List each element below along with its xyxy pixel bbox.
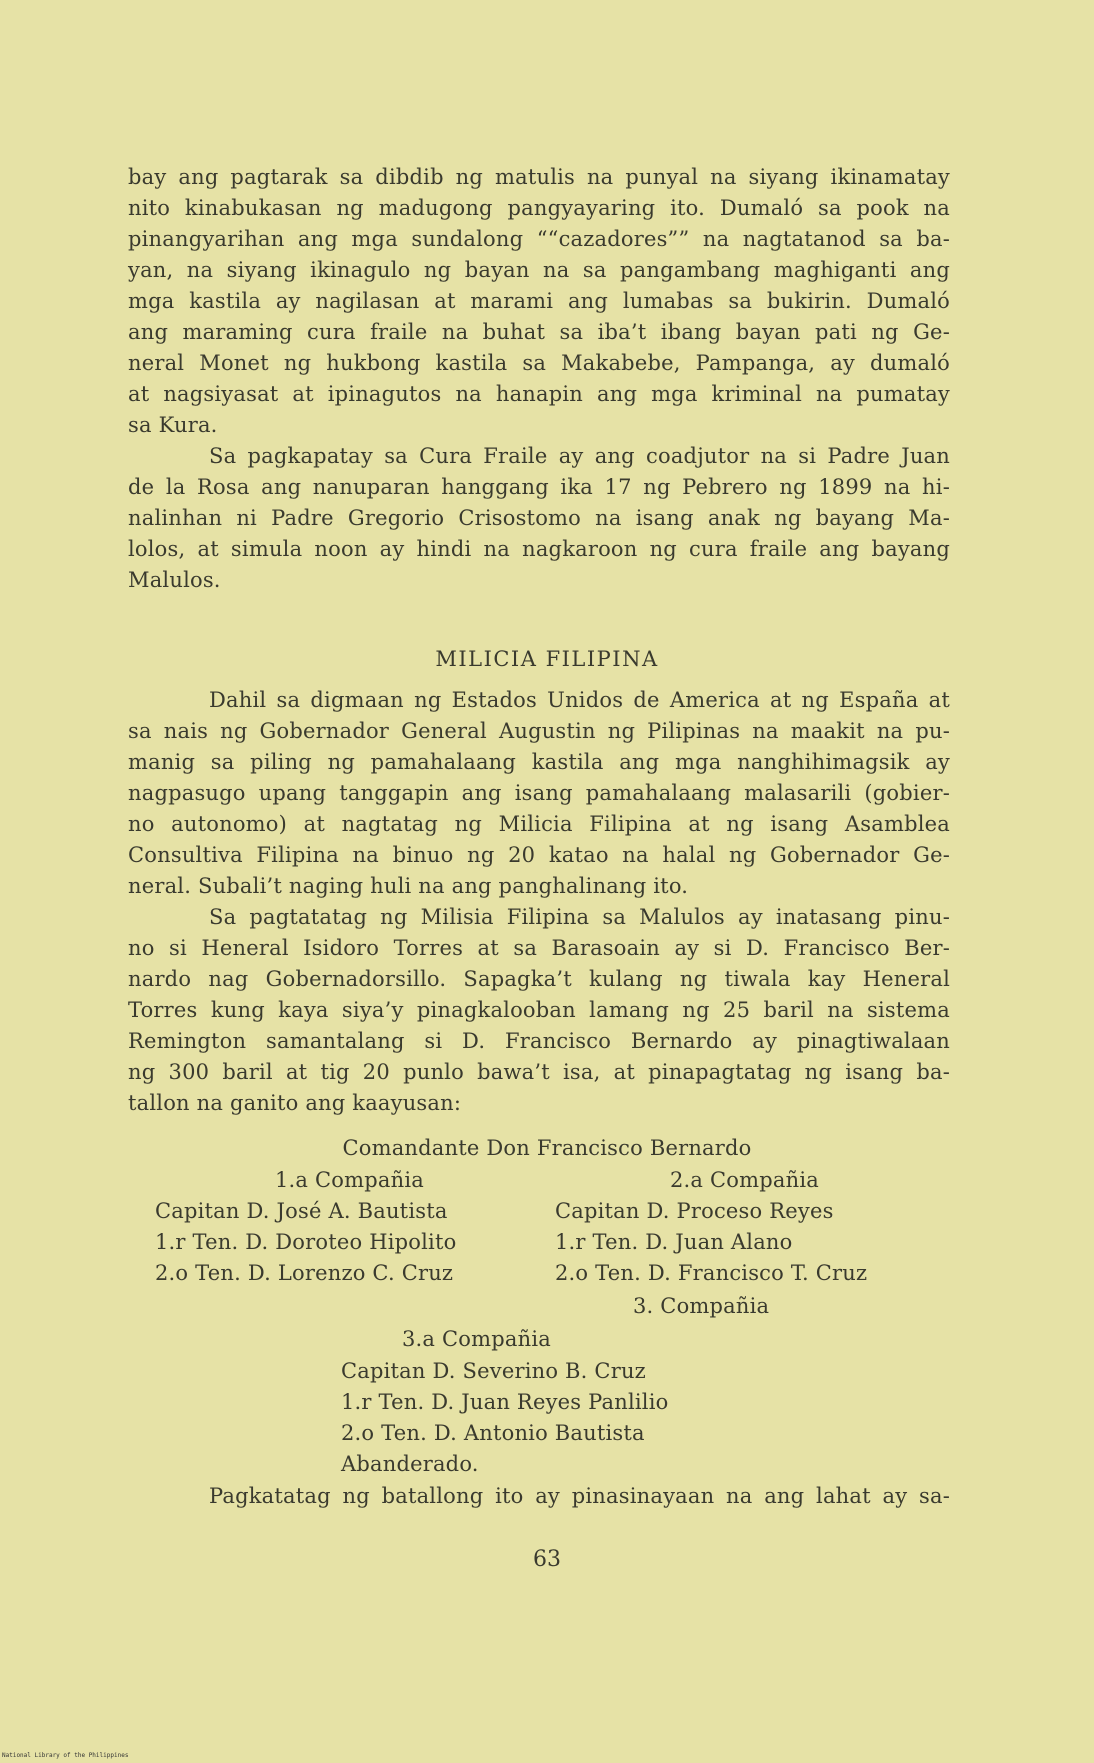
paragraph-3-line-7: neral. Subali’t naging huli na ang panghalinang ito.	[128, 874, 689, 898]
paragraph-3-line-3: manig sa piling ng pamahalaang kastila ang mga nanghihimagsik ay	[128, 750, 950, 774]
paragraph-1-line-1: bay ang pagtarak sa dibdib ng matulis na punyal na siyang ikinamatay	[128, 165, 950, 189]
paragraph-3-line-4: nagpasugo upang tanggapin ang isang pamahalaang malasarili (gobier-	[128, 781, 950, 805]
company-2-captain: Capitan D. Proceso Reyes	[555, 1199, 834, 1223]
paragraph-3-line-6: Consultiva Filipina na binuo ng 20 katao na halal ng Gobernador Ge-	[128, 843, 950, 867]
paragraph-4-line-6: ng 300 baril at tig 20 punlo bawa’t isa, at pinapagtatag ng isang ba-	[128, 1060, 950, 1084]
company-3-title: 3.a Compañia	[402, 1327, 551, 1351]
paragraph-1-line-4: yan, na siyang ikinagulo ng bayan na sa pangambang maghiganti ang	[128, 258, 950, 282]
company-3-first-lieutenant: 1.r Ten. D. Juan Reyes Panlilio	[341, 1390, 669, 1414]
paragraph-4-line-3: nardo nag Gobernadorsillo. Sapagka’t kulang ng tiwala kay Heneral	[128, 967, 950, 991]
paragraph-3-line-1: Dahil sa digmaan ng Estados Unidos de America at ng España at	[209, 688, 950, 712]
company-1-second-lieutenant: 2.o Ten. D. Lorenzo C. Cruz	[155, 1261, 454, 1285]
paragraph-1-line-9: sa Kura.	[128, 413, 218, 437]
paragraph-3-line-5: no autonomo) at nagtatag ng Milicia Filipina at ng isang Asamblea	[128, 812, 950, 836]
paragraph-2-line-3: nalinhan ni Padre Gregorio Crisostomo na isang anak ng bayang Ma-	[128, 506, 950, 530]
paragraph-4-line-2: no si Heneral Isidoro Torres at sa Barasoain ay si D. Francisco Ber-	[128, 936, 950, 960]
section-heading: MILICIA FILIPINA	[435, 647, 659, 671]
company-1-title: 1.a Compañia	[275, 1168, 424, 1192]
paragraph-1-line-5: mga kastila ay nagilasan at marami ang lumabas sa bukirin. Dumaló	[128, 289, 950, 313]
paragraph-4-line-7: tallon na ganito ang kaayusan:	[128, 1091, 462, 1115]
company-3-flag-bearer: Abanderado.	[341, 1452, 479, 1476]
company-1-captain: Capitan D. José A. Bautista	[155, 1199, 448, 1223]
paragraph-1-line-7: neral Monet ng hukbong kastila sa Makabebe, Pampanga, ay dumaló	[128, 351, 950, 375]
company-3-captain: Capitan D. Severino B. Cruz	[341, 1359, 646, 1383]
closing-line: Pagkatatag ng batallong ito ay pinasinayaan na ang lahat ay sa-	[209, 1484, 950, 1508]
paragraph-4-line-1: Sa pagtatatag ng Milisia Filipina sa Malulos ay inatasang pinu-	[209, 905, 950, 929]
library-footer: National Library of the Philippines	[2, 1752, 129, 1759]
paragraph-3-line-2: sa nais ng Gobernador General Augustin ng Pilipinas na maakit na pu-	[128, 719, 950, 743]
paragraph-2-line-1: Sa pagkapatay sa Cura Fraile ay ang coadjutor na si Padre Juan	[209, 444, 950, 468]
paragraph-2-line-4: lolos, at simula noon ay hindi na nagkaroon ng cura fraile ang bayang	[128, 537, 950, 561]
stray-company-heading: 3. Compañia	[633, 1294, 770, 1318]
paragraph-1-line-6: ang maraming cura fraile na buhat sa iba’t ibang bayan pati ng Ge-	[128, 320, 950, 344]
company-2-first-lieutenant: 1.r Ten. D. Juan Alano	[555, 1230, 793, 1254]
paragraph-2-line-2: de la Rosa ang nanuparan hanggang ika 17 ng Pebrero ng 1899 na hi-	[128, 475, 950, 499]
company-1-first-lieutenant: 1.r Ten. D. Doroteo Hipolito	[155, 1230, 457, 1254]
roster-commander: Comandante Don Francisco Bernardo	[342, 1136, 752, 1160]
page-number: 63	[533, 1547, 561, 1572]
paragraph-1-line-3: pinangyarihan ang mga sundalong ““cazadores”” na nagtatanod sa ba-	[128, 227, 950, 251]
paragraph-2-line-5: Malulos.	[128, 568, 221, 592]
company-2-second-lieutenant: 2.o Ten. D. Francisco T. Cruz	[555, 1261, 868, 1285]
paragraph-4-line-4: Torres kung kaya siya’y pinagkalooban lamang ng 25 baril na sistema	[128, 998, 950, 1022]
paragraph-1-line-8: at nagsiyasat at ipinagutos na hanapin ang mga kriminal na pumatay	[128, 382, 950, 406]
paragraph-1-line-2: nito kinabukasan ng madugong pangyayaring ito. Dumaló sa pook na	[128, 196, 950, 220]
company-3-second-lieutenant: 2.o Ten. D. Antonio Bautista	[341, 1421, 645, 1445]
paragraph-4-line-5: Remington samantalang si D. Francisco Bernardo ay pinagtiwalaan	[128, 1029, 950, 1053]
company-2-title: 2.a Compañia	[670, 1168, 819, 1192]
